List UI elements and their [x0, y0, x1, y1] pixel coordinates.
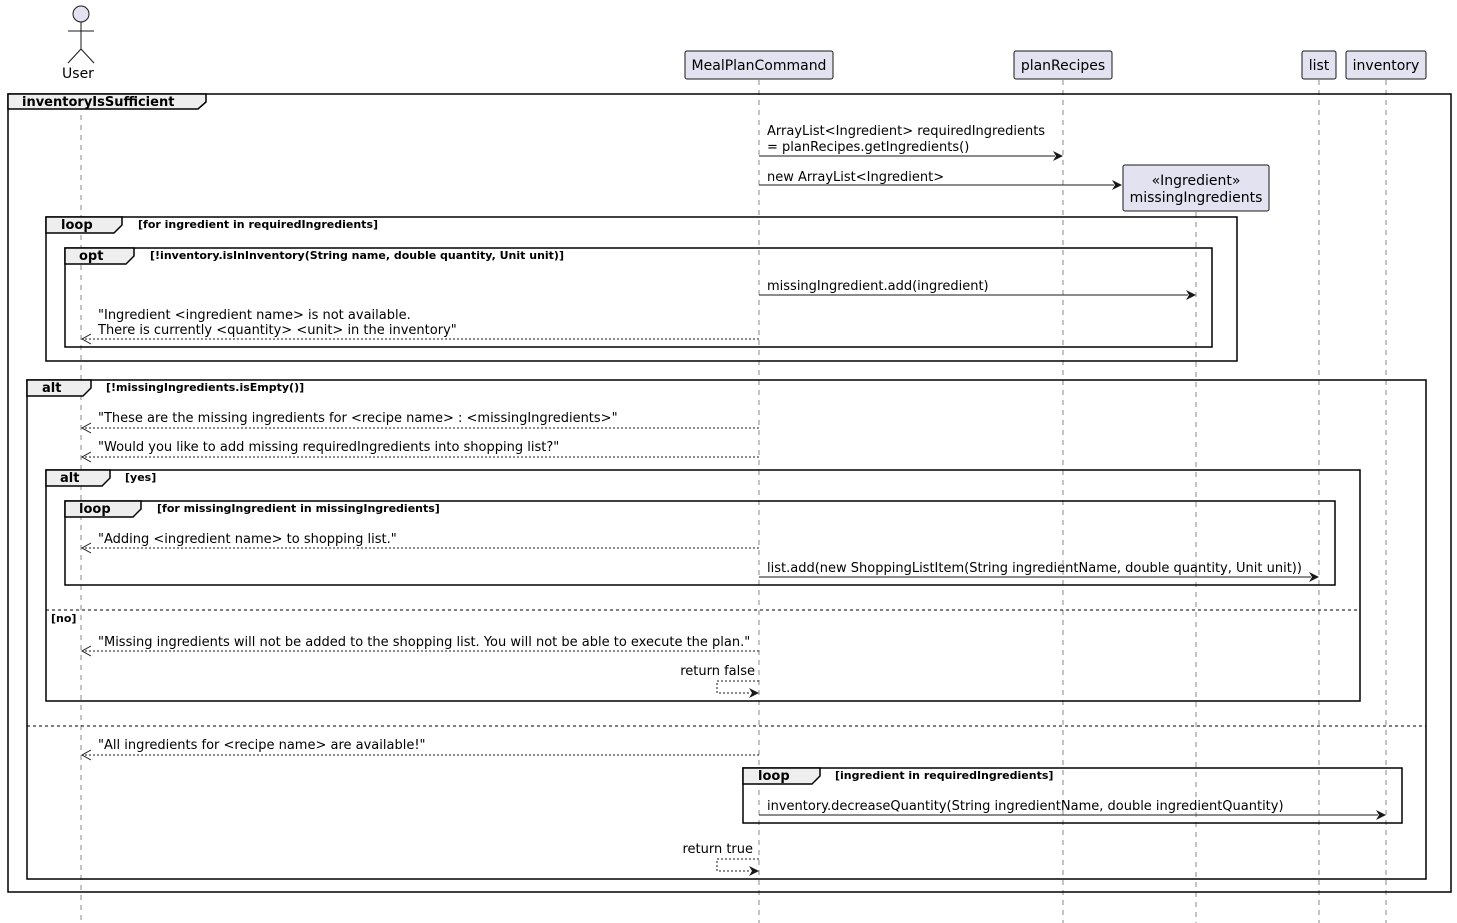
arrowhead-return-false	[749, 688, 759, 698]
participant-list-label: list	[1308, 58, 1330, 74]
arrowhead-return-true	[749, 866, 759, 876]
frame-alt-missing-not-empty-guard: [!missingIngredients.isEmpty()]	[106, 381, 305, 394]
frame-inventory-is-sufficient-title: inventoryIsSufficient	[22, 95, 175, 110]
frame-alt-yes-no-title: alt	[60, 471, 80, 486]
user-actor	[68, 6, 94, 63]
message-would-you-like: "Would you like to add missing requiredIngredients into shopping list?"	[98, 440, 560, 455]
frame-loop-missing-ingredients-title: loop	[79, 502, 111, 517]
message-adding-to-list: "Adding <ingredient name> to shopping list."	[98, 532, 397, 547]
participant-missingingredients-stereotype: «Ingredient»	[1151, 173, 1241, 189]
participant-inventory-label: inventory	[1352, 58, 1420, 74]
participant-mealplancommand-label: MealPlanCommand	[691, 58, 827, 74]
message-new-arraylist: new ArrayList<Ingredient>	[767, 170, 945, 185]
message-missing-not-added: "Missing ingredients will not be added to the shopping list. You will not be able to execute the plan."	[98, 635, 751, 650]
message-ingredient-not-available-line1: "Ingredient <ingredient name> is not available.	[98, 308, 411, 323]
participant-planrecipes-label: planRecipes	[1020, 58, 1106, 74]
frame-opt-not-in-inventory-title: opt	[79, 249, 104, 264]
frame-inventory-is-sufficient	[8, 94, 1451, 892]
message-all-available: "All ingredients for <recipe name> are available!"	[98, 738, 426, 753]
message-required-ingredients-line1: ArrayList<Ingredient> requiredIngredients	[767, 124, 1046, 139]
participant-user-label: User	[62, 66, 94, 82]
frame-loop-decrease-quantity-guard: [ingredient in requiredIngredients]	[835, 769, 1054, 782]
message-return-false: return false	[680, 664, 755, 679]
message-missing-ingredient-add: missingIngredient.add(ingredient)	[767, 279, 989, 294]
message-required-ingredients-line2: = planRecipes.getIngredients()	[767, 140, 970, 155]
message-return-true: return true	[682, 842, 753, 857]
participant-missingingredients-label: missingIngredients	[1129, 190, 1263, 206]
message-list-add: list.add(new ShoppingListItem(String ingredientName, double quantity, Unit unit))	[767, 561, 1302, 576]
message-ingredient-not-available-line2: There is currently <quantity> <unit> in the inventory"	[98, 323, 457, 338]
frame-alt-yes-no-guard: [yes]	[125, 471, 157, 484]
frame-opt-not-in-inventory-guard: [!inventory.isInInventory(String name, double quantity, Unit unit)]	[150, 249, 564, 262]
frame-loop-required-ingredients-title: loop	[61, 218, 93, 233]
frame-loop-decrease-quantity-title: loop	[758, 769, 790, 784]
frame-alt-missing-not-empty-title: alt	[42, 381, 62, 396]
frame-loop-missing-ingredients-guard: [for missingIngredient in missingIngredients]	[157, 502, 440, 515]
message-these-are-missing: "These are the missing ingredients for <recipe name> : <missingIngredients>"	[98, 411, 618, 426]
alt-yes-no-else-guard: [no]	[51, 612, 77, 625]
frame-loop-required-ingredients-guard: [for ingredient in requiredIngredients]	[138, 218, 379, 231]
message-decrease-quantity: inventory.decreaseQuantity(String ingredientName, double ingredientQuantity)	[767, 799, 1284, 814]
